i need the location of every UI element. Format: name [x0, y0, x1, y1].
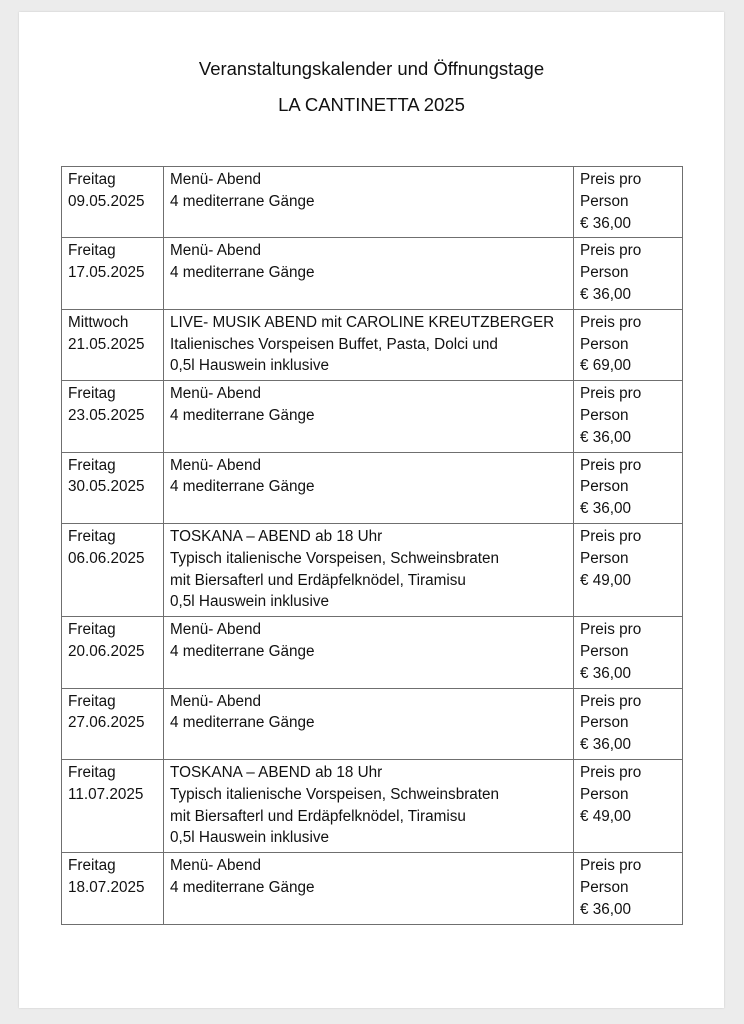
- event-weekday: Freitag: [68, 171, 116, 188]
- document-page: [19, 12, 724, 1008]
- event-price-cell: [574, 381, 683, 452]
- event-description-line: Menü- Abend: [170, 242, 261, 260]
- event-description-line: 4 mediterrane Gänge: [170, 714, 315, 732]
- event-date: 23.05.2025: [68, 406, 145, 424]
- price-label: Preis pro: [580, 763, 642, 781]
- price-label: Preis pro: [580, 313, 642, 331]
- event-date-cell: [62, 167, 164, 238]
- document-title: Veranstaltungskalender und Öffnungstage: [198, 58, 545, 79]
- event-description-line: Italienisches Vorspeisen Buffet, Pasta, Dolci und: [170, 335, 498, 353]
- price-label: Preis pro: [580, 621, 642, 639]
- event-price-cell: [574, 853, 683, 924]
- price-label-person: Person: [580, 478, 629, 496]
- event-date: 20.06.2025: [68, 642, 145, 660]
- event-description-cell: [164, 381, 574, 452]
- event-price-cell: [574, 238, 683, 309]
- table-row: [62, 759, 683, 852]
- price-label-person: Person: [580, 549, 629, 567]
- event-weekday: Freitag: [68, 385, 116, 403]
- event-weekday: Freitag: [68, 763, 116, 781]
- table-row: [62, 617, 683, 688]
- event-date-cell: [62, 381, 164, 452]
- event-description-line: Menü- Abend: [170, 692, 261, 710]
- table-row: [62, 853, 683, 924]
- event-price-cell: [574, 452, 683, 523]
- event-description-line: TOSKANA – ABEND ab 18 Uhr: [170, 763, 383, 781]
- event-date-cell: [62, 853, 164, 924]
- event-price-cell: [574, 759, 683, 852]
- event-description-line: 0,5l Hauswein inklusive: [170, 357, 329, 375]
- price-label-person: Person: [580, 406, 629, 424]
- event-description-cell: [164, 688, 574, 759]
- event-date: 18.07.2025: [68, 878, 145, 896]
- event-description-cell: [164, 309, 574, 380]
- event-price: € 36,00: [580, 736, 632, 754]
- event-weekday: Freitag: [68, 527, 116, 545]
- event-description-line: TOSKANA – ABEND ab 18 Uhr: [170, 527, 383, 545]
- event-date-cell: [62, 452, 164, 523]
- event-description-line: mit Biersafterl und Erdäpfelknödel, Tiramisu: [170, 571, 466, 589]
- event-date-cell: [62, 523, 164, 616]
- event-description-line: LIVE- MUSIK ABEND mit CAROLINE KREUTZBERGER: [170, 313, 555, 331]
- event-price: € 36,00: [580, 664, 632, 682]
- event-rows: [62, 167, 683, 925]
- event-price: € 69,00: [580, 357, 632, 375]
- event-price-cell: [574, 167, 683, 238]
- event-description-line: Menü- Abend: [170, 621, 261, 639]
- price-label-person: Person: [580, 714, 629, 732]
- event-price: € 36,00: [580, 900, 632, 918]
- event-description-cell: [164, 853, 574, 924]
- event-date: 17.05.2025: [68, 264, 145, 282]
- event-description-line: 0,5l Hauswein inklusive: [170, 829, 329, 847]
- price-label: Preis pro: [580, 857, 642, 875]
- event-price-cell: [574, 617, 683, 688]
- event-price: € 36,00: [580, 500, 632, 518]
- event-weekday: Freitag: [68, 857, 116, 875]
- event-date: 11.07.2025: [68, 785, 144, 803]
- event-description-cell: [164, 238, 574, 309]
- price-label: Preis pro: [580, 171, 642, 188]
- table-row: [62, 381, 683, 452]
- event-description-line: 4 mediterrane Gänge: [170, 192, 315, 210]
- event-description-line: 4 mediterrane Gänge: [170, 264, 315, 282]
- table-row: [62, 523, 683, 616]
- table-row: [62, 452, 683, 523]
- event-price: € 36,00: [580, 428, 632, 446]
- event-date: 06.06.2025: [68, 549, 145, 567]
- event-price: € 36,00: [580, 214, 632, 232]
- event-price-cell: [574, 688, 683, 759]
- price-label-person: Person: [580, 878, 629, 896]
- event-date: 09.05.2025: [68, 192, 145, 210]
- table-row: [62, 688, 683, 759]
- price-label-person: Person: [580, 335, 629, 353]
- price-label: Preis pro: [580, 692, 642, 710]
- event-description-line: Typisch italienische Vorspeisen, Schweinsbraten: [170, 785, 500, 803]
- event-description-line: 0,5l Hauswein inklusive: [170, 593, 329, 611]
- price-label-person: Person: [580, 642, 629, 660]
- price-label: Preis pro: [580, 385, 642, 403]
- event-description-line: 4 mediterrane Gänge: [170, 406, 315, 424]
- event-date: 27.06.2025: [68, 714, 145, 732]
- table-row: [62, 167, 683, 238]
- table-row: [62, 238, 683, 309]
- event-weekday: Freitag: [68, 692, 116, 710]
- event-description-line: 4 mediterrane Gänge: [170, 478, 315, 496]
- event-description-line: Menü- Abend: [170, 385, 261, 403]
- table-row: [62, 309, 683, 380]
- event-price-cell: [574, 523, 683, 616]
- price-label: Preis pro: [580, 527, 642, 545]
- event-price: € 36,00: [580, 285, 632, 303]
- event-date-cell: [62, 688, 164, 759]
- event-date: 21.05.2025: [68, 335, 145, 353]
- event-weekday: Freitag: [68, 456, 116, 474]
- event-description-line: mit Biersafterl und Erdäpfelknödel, Tiramisu: [170, 807, 466, 825]
- event-description-cell: [164, 523, 574, 616]
- event-weekday: Freitag: [68, 621, 116, 639]
- event-description-line: Menü- Abend: [170, 171, 261, 188]
- price-label-person: Person: [580, 264, 629, 282]
- price-label: Preis pro: [580, 242, 642, 260]
- event-date-cell: [62, 238, 164, 309]
- price-label: Preis pro: [580, 456, 642, 474]
- price-label-person: Person: [580, 785, 629, 803]
- event-weekday: Freitag: [68, 242, 116, 260]
- document-subtitle: LA CANTINETTA 2025: [278, 94, 465, 115]
- event-description-line: 4 mediterrane Gänge: [170, 642, 315, 660]
- event-description-line: 4 mediterrane Gänge: [170, 878, 315, 896]
- event-date-cell: [62, 309, 164, 380]
- event-date-cell: [62, 617, 164, 688]
- event-description-cell: [164, 617, 574, 688]
- event-description-cell: [164, 452, 574, 523]
- event-price: € 49,00: [580, 571, 632, 589]
- event-date-cell: [62, 759, 164, 852]
- event-date: 30.05.2025: [68, 478, 145, 496]
- event-description-line: Menü- Abend: [170, 857, 261, 875]
- event-description-line: Menü- Abend: [170, 456, 261, 474]
- event-description-line: Typisch italienische Vorspeisen, Schweinsbraten: [170, 549, 500, 567]
- price-label-person: Person: [580, 192, 629, 210]
- event-price: € 49,00: [580, 807, 632, 825]
- event-description-cell: [164, 167, 574, 238]
- event-description-cell: [164, 759, 574, 852]
- event-calendar-table: [61, 166, 683, 925]
- event-weekday: Mittwoch: [68, 313, 129, 331]
- event-price-cell: [574, 309, 683, 380]
